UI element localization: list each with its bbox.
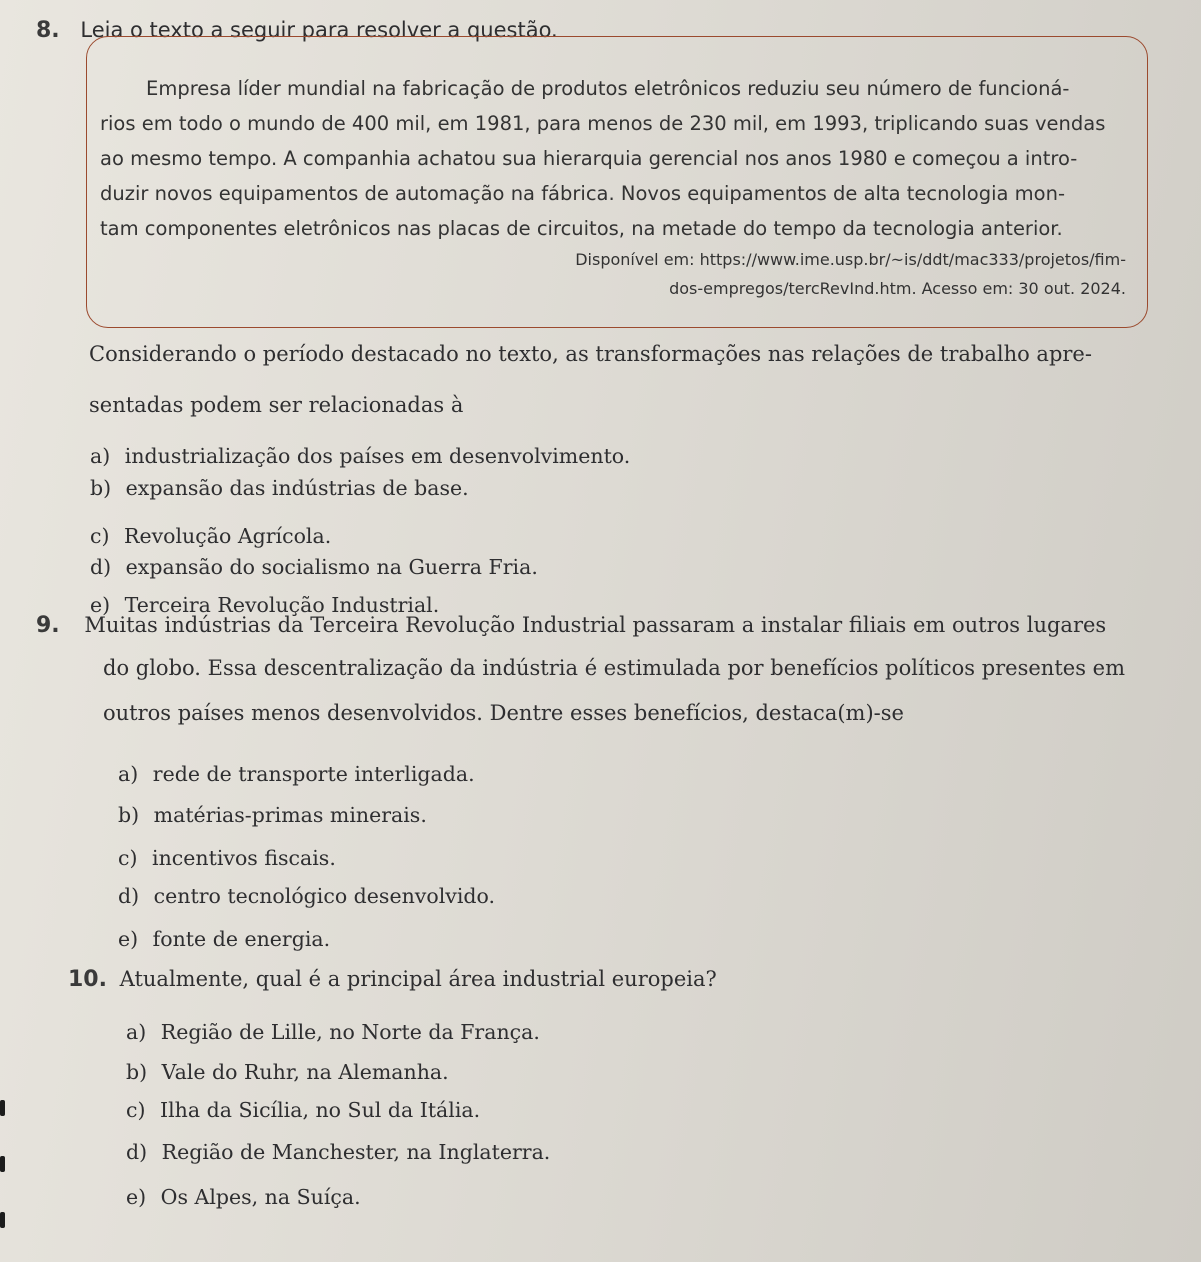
binding-mark: [0, 1100, 5, 1116]
question-10-option-b[interactable]: [126, 1060, 449, 1084]
option-letter: e): [118, 927, 139, 951]
question-8-option-a[interactable]: [90, 444, 630, 468]
question-10-option-e[interactable]: [126, 1185, 361, 1209]
option-letter: b): [90, 476, 112, 500]
question-9-option-e[interactable]: [118, 927, 330, 951]
option-letter: e): [90, 593, 111, 617]
question-8-stem: sentadas podem ser relacionadas à: [89, 393, 464, 417]
option-text: centro tecnológico desenvolvido.: [153, 884, 496, 908]
option-letter: c): [90, 524, 110, 548]
question-8-prompt: Leia o texto a seguir para resolver a questão.: [80, 18, 558, 42]
question-9-number: 9.: [36, 613, 60, 638]
option-letter: c): [118, 846, 138, 870]
option-text: Vale do Ruhr, na Alemanha.: [161, 1060, 449, 1084]
option-text: Os Alpes, na Suíça.: [160, 1185, 361, 1209]
question-8-option-b[interactable]: [90, 476, 469, 500]
option-letter: d): [90, 555, 112, 579]
quote-line: ao mesmo tempo. A companhia achatou sua hierarquia gerencial nos anos 1980 e começou a intro-: [100, 147, 1078, 170]
question-9-stem-line: outros países menos desenvolvidos. Dentre esses benefícios, destaca(m)-se: [103, 701, 904, 725]
question-9-option-a[interactable]: [118, 762, 475, 786]
option-letter: d): [118, 884, 140, 908]
quote-line: Empresa líder mundial na fabricação de produtos eletrônicos reduziu seu número de funcioná-: [146, 77, 1070, 100]
question-9-stem: [36, 613, 1106, 638]
citation-line: dos-empregos/tercRevInd.htm. Acesso em: 30 out. 2024.: [669, 279, 1126, 298]
option-text: Região de Lille, no Norte da França.: [160, 1020, 540, 1044]
question-10-option-a[interactable]: [126, 1020, 540, 1044]
option-text: Terceira Revolução Industrial.: [124, 593, 440, 617]
question-10-number: 10.: [68, 967, 107, 992]
binding-mark: [0, 1212, 5, 1228]
question-8-option-d[interactable]: [90, 555, 538, 579]
question-9-stem-line: Muitas indústrias da Terceira Revolução Industrial passaram a instalar filiais em outros lugares: [84, 613, 1107, 637]
question-9-option-c[interactable]: [118, 846, 336, 870]
question-8-option-c[interactable]: [90, 524, 331, 548]
quote-line: duzir novos equipamentos de automação na fábrica. Novos equipamentos de alta tecnologia mon-: [100, 182, 1066, 205]
option-text: Ilha da Sicília, no Sul da Itália.: [160, 1098, 481, 1122]
question-10-option-d[interactable]: [126, 1140, 550, 1164]
citation-line: Disponível em: https://www.ime.usp.br/~is/ddt/mac333/projetos/fim-: [575, 250, 1126, 269]
option-letter: c): [126, 1098, 146, 1122]
option-text: Região de Manchester, na Inglaterra.: [161, 1140, 551, 1164]
question-9-stem-line: do globo. Essa descentralização da indústria é estimulada por benefícios políticos presentes em: [103, 656, 1125, 680]
option-letter: a): [90, 444, 111, 468]
option-text: rede de transporte interligada.: [152, 762, 475, 786]
option-letter: b): [118, 803, 140, 827]
question-10-stem: [68, 967, 717, 992]
option-text: industrialização dos países em desenvolvimento.: [124, 444, 631, 468]
option-letter: a): [126, 1020, 147, 1044]
question-10-option-c[interactable]: [126, 1098, 480, 1122]
option-letter: b): [126, 1060, 148, 1084]
option-text: expansão do socialismo na Guerra Fria.: [125, 555, 538, 579]
question-9-option-b[interactable]: [118, 803, 427, 827]
quote-line: rios em todo o mundo de 400 mil, em 1981, para menos de 230 mil, em 1993, triplicando suas vendas: [100, 112, 1106, 135]
question-8-stem: Considerando o período destacado no texto, as transformações nas relações de trabalho apre-: [89, 342, 1092, 366]
quote-line: tam componentes eletrônicos nas placas de circuitos, na metade do tempo da tecnologia anterior.: [100, 217, 1063, 240]
option-text: expansão das indústrias de base.: [125, 476, 469, 500]
question-10-stem-text: Atualmente, qual é a principal área industrial europeia?: [119, 967, 717, 991]
option-letter: e): [126, 1185, 147, 1209]
binding-mark: [0, 1156, 5, 1172]
question-9-option-d[interactable]: [118, 884, 495, 908]
option-text: Revolução Agrícola.: [124, 524, 332, 548]
option-letter: a): [118, 762, 139, 786]
option-letter: d): [126, 1140, 148, 1164]
option-text: matérias-primas minerais.: [153, 803, 427, 827]
question-8-number: 8.: [36, 18, 60, 43]
option-text: fonte de energia.: [152, 927, 331, 951]
option-text: incentivos fiscais.: [152, 846, 336, 870]
